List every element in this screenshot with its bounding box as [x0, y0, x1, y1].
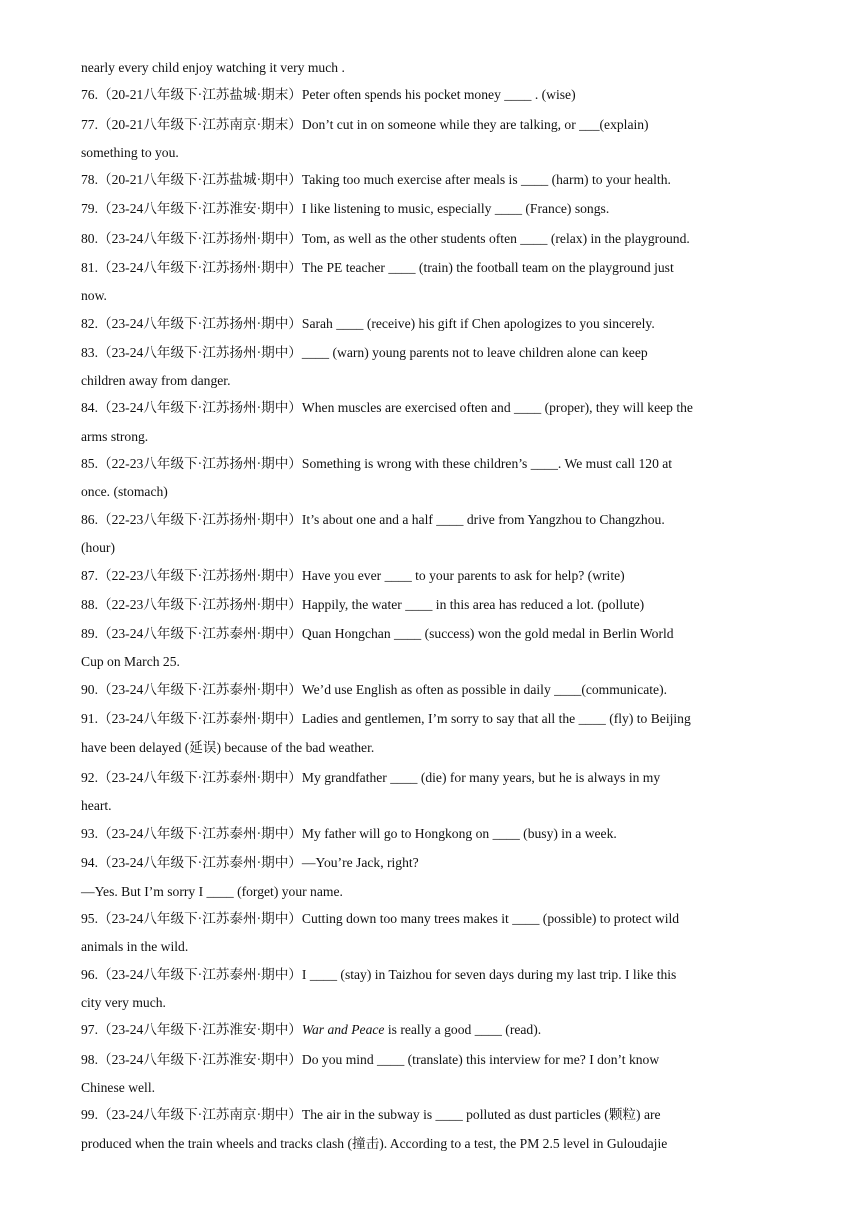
question-84-continued: arms strong.	[81, 429, 149, 444]
question-source: （22-23八年级下·江苏扬州·期中）	[98, 512, 302, 527]
question-source: （23-24八年级下·江苏淮安·期中）	[98, 1052, 302, 1067]
intro-line: nearly every child enjoy watching it very much .	[81, 60, 345, 75]
question-93	[81, 825, 781, 843]
question-text: When muscles are exercised often and ____ (proper), they will keep the	[301, 400, 693, 415]
question-text: The PE teacher ____ (train) the football team on the playground just	[301, 260, 674, 275]
question-text: I ____ (stay) in Taizhou for seven days during my last trip. I like this	[301, 967, 677, 982]
question-96	[81, 966, 781, 984]
question-84	[81, 399, 781, 417]
question-86-continued: (hour)	[81, 540, 115, 555]
question-number: 97.	[81, 1022, 98, 1037]
question-number: 77.	[81, 117, 98, 132]
question-number: 89.	[81, 626, 98, 641]
question-number: 82.	[81, 316, 98, 331]
question-81	[81, 259, 781, 277]
question-76	[81, 86, 781, 104]
question-source: （20-21八年级下·江苏盐城·期末）	[98, 87, 302, 102]
question-86	[81, 511, 781, 529]
question-82	[81, 315, 781, 333]
question-text: Don’t cut in on someone while they are talking, or ___(explain)	[301, 117, 649, 132]
question-number: 80.	[81, 231, 98, 246]
question-number: 94.	[81, 855, 98, 870]
question-number: 84.	[81, 400, 98, 415]
question-source: （23-24八年级下·江苏泰州·期中）	[98, 711, 302, 726]
question-text: Sarah ____ (receive) his gift if Chen apologizes to you sincerely.	[301, 316, 655, 331]
question-number: 93.	[81, 826, 98, 841]
question-text: Ladies and gentlemen, I’m sorry to say that all the ____ (fly) to Beijing	[301, 711, 691, 726]
question-source: （23-24八年级下·江苏淮安·期中）	[98, 1022, 302, 1037]
question-number: 85.	[81, 456, 98, 471]
question-92-continued: heart.	[81, 798, 112, 813]
question-87	[81, 567, 781, 585]
question-text: My grandfather ____ (die) for many years, but he is always in my	[301, 770, 661, 785]
question-80	[81, 230, 781, 248]
question-number: 90.	[81, 682, 98, 697]
question-text: Happily, the water ____ in this area has reduced a lot. (pollute)	[301, 597, 645, 612]
question-number: 79.	[81, 201, 98, 216]
question-text: Something is wrong with these children’s ____. We must call 120 at	[301, 456, 673, 471]
question-text: Cutting down too many trees makes it ____ (possible) to protect wild	[301, 911, 680, 926]
question-90	[81, 681, 781, 699]
question-number: 87.	[81, 568, 98, 583]
question-number: 86.	[81, 512, 98, 527]
question-text: Tom, as well as the other students often ____ (relax) in the playground.	[301, 231, 690, 246]
question-number: 92.	[81, 770, 98, 785]
question-99-continued: produced when the train wheels and tracks clash (撞击). According to a test, the PM 2.5 level in Guloudajie	[81, 1136, 668, 1151]
question-number: 95.	[81, 911, 98, 926]
question-number: 78.	[81, 172, 98, 187]
question-98-continued: Chinese well.	[81, 1080, 155, 1095]
question-text: Peter often spends his pocket money ____ . (wise)	[301, 87, 576, 102]
question-81-continued: now.	[81, 288, 107, 303]
question-97	[81, 1021, 781, 1039]
question-text: —You’re Jack, right?	[301, 855, 419, 870]
question-92	[81, 769, 781, 787]
question-91	[81, 710, 781, 728]
question-source: （20-21八年级下·江苏盐城·期中）	[98, 172, 302, 187]
question-95-continued: animals in the wild.	[81, 939, 189, 954]
question-source: （23-24八年级下·江苏泰州·期中）	[98, 682, 302, 697]
question-text: I like listening to music, especially ____ (France) songs.	[301, 201, 610, 216]
question-source: （23-24八年级下·江苏泰州·期中）	[98, 626, 302, 641]
question-source: （23-24八年级下·江苏泰州·期中）	[98, 911, 302, 926]
question-source: （23-24八年级下·江苏泰州·期中）	[98, 826, 302, 841]
question-96-continued: city very much.	[81, 995, 166, 1010]
question-source: （23-24八年级下·江苏泰州·期中）	[98, 855, 302, 870]
question-number: 88.	[81, 597, 98, 612]
question-text: My father will go to Hongkong on ____ (busy) in a week.	[301, 826, 617, 841]
question-89	[81, 625, 781, 643]
question-99	[81, 1106, 781, 1124]
question-85	[81, 455, 781, 473]
question-source: （22-23八年级下·江苏扬州·期中）	[98, 568, 302, 583]
question-91-continued: have been delayed (延误) because of the bad weather.	[81, 740, 375, 755]
question-source: （23-24八年级下·江苏南京·期中）	[98, 1107, 302, 1122]
question-83	[81, 344, 781, 362]
question-text: ____ (warn) young parents not to leave children alone can keep	[301, 345, 648, 360]
question-text: Quan Hongchan ____ (success) won the gold medal in Berlin World	[301, 626, 674, 641]
question-88	[81, 596, 781, 614]
question-source: （23-24八年级下·江苏扬州·期中）	[98, 345, 302, 360]
question-83-continued: children away from danger.	[81, 373, 231, 388]
book-title: War and Peace	[301, 1022, 385, 1037]
question-number: 81.	[81, 260, 98, 275]
question-number: 76.	[81, 87, 98, 102]
question-94-continued: —Yes. But I’m sorry I ____ (forget) your name.	[81, 884, 343, 899]
question-89-continued: Cup on March 25.	[81, 654, 180, 669]
question-source: （22-23八年级下·江苏扬州·期中）	[98, 456, 302, 471]
question-source: （23-24八年级下·江苏泰州·期中）	[98, 770, 302, 785]
question-source: （23-24八年级下·江苏扬州·期中）	[98, 316, 302, 331]
question-text: The air in the subway is ____ polluted as dust particles (颗粒) are	[301, 1107, 661, 1122]
question-78	[81, 171, 781, 189]
question-source: （20-21八年级下·江苏南京·期末）	[98, 117, 302, 132]
question-source: （23-24八年级下·江苏扬州·期中）	[98, 260, 302, 275]
question-94	[81, 854, 781, 872]
question-85-continued: once. (stomach)	[81, 484, 168, 499]
question-77-continued: something to you.	[81, 145, 179, 160]
question-number: 83.	[81, 345, 98, 360]
question-number: 99.	[81, 1107, 98, 1122]
question-98	[81, 1051, 781, 1069]
question-text: It’s about one and a half ____ drive from Yangzhou to Changzhou.	[301, 512, 665, 527]
question-source: （23-24八年级下·江苏淮安·期中）	[98, 201, 302, 216]
question-source: （22-23八年级下·江苏扬州·期中）	[98, 597, 302, 612]
question-number: 98.	[81, 1052, 98, 1067]
question-text: Taking too much exercise after meals is ____ (harm) to your health.	[301, 172, 671, 187]
question-number: 96.	[81, 967, 98, 982]
question-95	[81, 910, 781, 928]
question-text: Do you mind ____ (translate) this interview for me? I don’t know	[301, 1052, 660, 1067]
question-text: Have you ever ____ to your parents to ask for help? (write)	[301, 568, 625, 583]
question-source: （23-24八年级下·江苏扬州·期中）	[98, 400, 302, 415]
question-79	[81, 200, 781, 218]
question-source: （23-24八年级下·江苏扬州·期中）	[98, 231, 302, 246]
question-text: We’d use English as often as possible in daily ____(communicate).	[301, 682, 668, 697]
question-77	[81, 116, 781, 134]
question-source: （23-24八年级下·江苏泰州·期中）	[98, 967, 302, 982]
question-text: is really a good ____ (read).	[387, 1022, 542, 1037]
question-number: 91.	[81, 711, 98, 726]
